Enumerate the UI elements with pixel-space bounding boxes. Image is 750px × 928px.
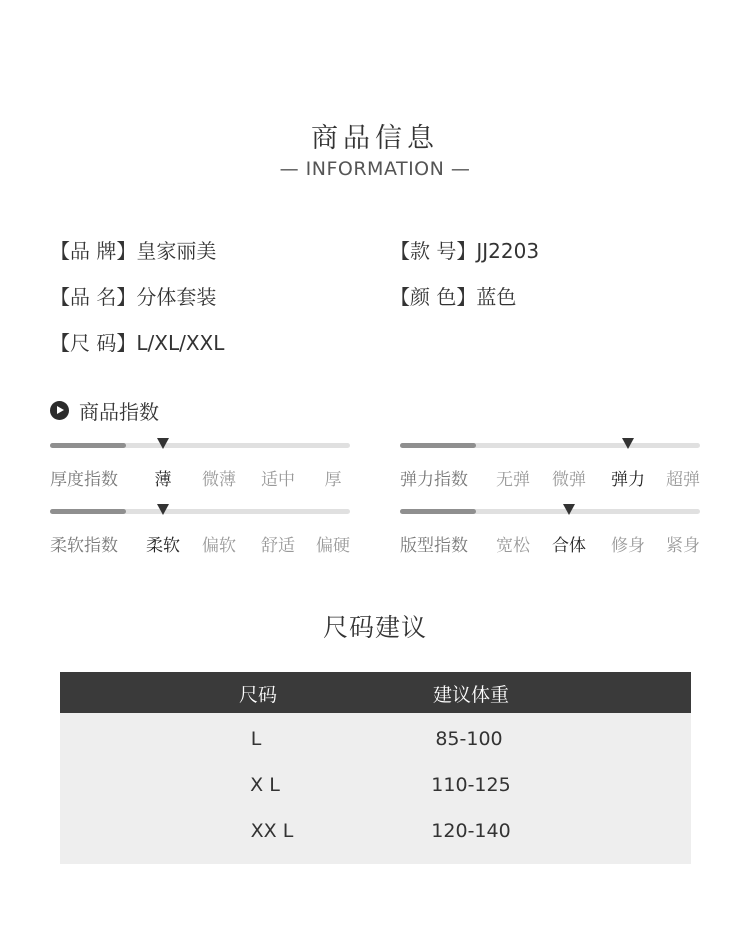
index-track [400,509,700,514]
weight-column-header: 建议体重 [432,684,510,706]
index-option: 宽松 [496,536,530,556]
index-option: 紧身 [666,536,700,556]
size-cell: XX L [250,820,294,842]
size-guide-title: 尺码建议 [322,613,427,642]
elasticity-index [400,435,700,490]
index-option: 无弹 [496,470,530,490]
fit-index [400,501,700,556]
index-marker-icon [622,438,634,449]
play-circle-icon [50,401,69,420]
index-option: 偏硬 [316,536,350,556]
size-table-header [60,672,691,713]
index-option: 厚 [324,470,342,490]
info-color: 【颜 色】蓝色 [390,285,517,309]
index-section-label: 商品指数 [79,400,159,424]
index-option: 适中 [261,470,295,490]
size-table [60,672,691,864]
index-track [50,509,350,514]
index-name: 版型指数 [400,536,468,556]
index-option: 微弹 [552,470,586,490]
index-name: 柔软指数 [50,536,118,556]
index-option: 微薄 [202,470,236,490]
index-option: 偏软 [202,536,236,556]
index-marker-icon [157,438,169,449]
info-size: 【尺 码】L/XL/XXL [50,331,225,355]
page-subtitle: — INFORMATION — [279,158,471,180]
index-track [50,443,350,448]
index-option: 柔软 [146,536,180,556]
page-title: 商品信息 [311,123,439,154]
info-brand: 【品 牌】皇家丽美 [50,239,217,263]
index-track-fill [50,443,126,448]
index-section-header [50,396,159,425]
index-name: 厚度指数 [50,470,118,490]
index-name: 弹力指数 [400,470,468,490]
index-track-fill [400,509,476,514]
info-name: 【品 名】分体套装 [50,285,217,309]
index-track-fill [400,443,476,448]
index-option: 超弹 [666,470,700,490]
size-cell: X L [250,774,280,796]
softness-index [50,501,350,556]
index-marker-icon [157,504,169,515]
weight-cell: 85-100 [435,728,503,750]
index-option: 弹力 [611,470,645,490]
index-track [400,443,700,448]
index-track-fill [50,509,126,514]
thickness-index [50,435,350,490]
size-cell: L [250,728,262,750]
info-style-no: 【款 号】JJ2203 [390,239,540,263]
index-option: 薄 [154,470,172,490]
size-column-header: 尺码 [238,684,278,706]
weight-cell: 120-140 [431,820,511,842]
index-marker-icon [563,504,575,515]
weight-cell: 110-125 [431,774,511,796]
index-option: 修身 [611,536,645,556]
index-option: 舒适 [261,536,295,556]
index-option: 合体 [552,536,586,556]
